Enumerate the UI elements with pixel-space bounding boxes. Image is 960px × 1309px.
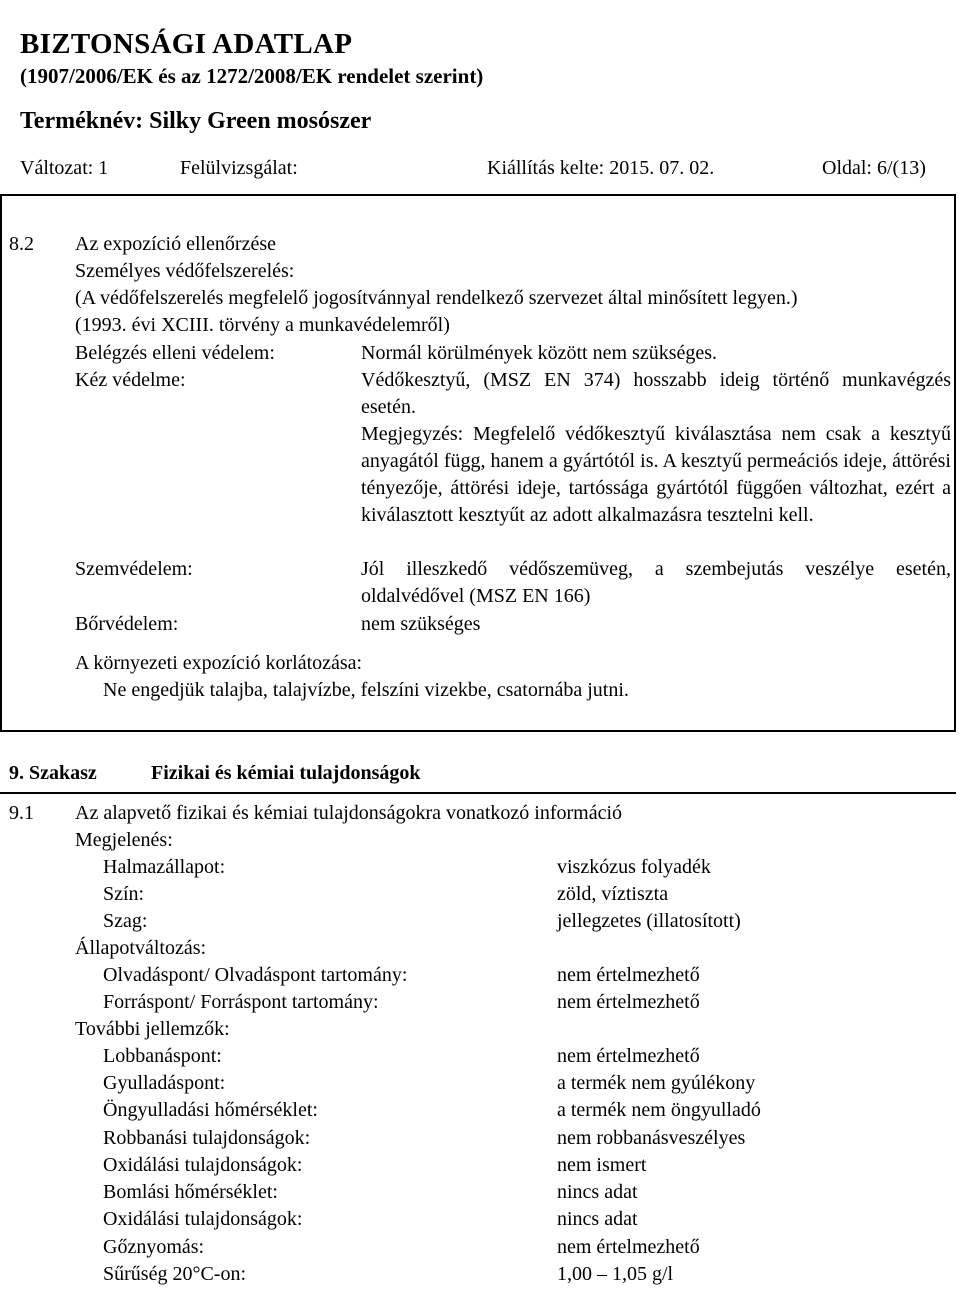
section-9-title: Fizikai és kémiai tulajdonságok [151, 762, 421, 784]
prop-label: Halmazállapot: [103, 856, 226, 878]
prop-value: nem értelmezhető [557, 964, 700, 986]
ppe-note-line2: (1993. évi XCIII. törvény a munkavédelemről) [75, 314, 450, 336]
prop-value: nincs adat [557, 1208, 638, 1230]
prop-value: a termék nem öngyulladó [557, 1099, 761, 1121]
prop-value: nem robbanásveszélyes [557, 1127, 746, 1149]
section-8-2-number: 8.2 [9, 233, 34, 255]
prop-label: Robbanási tulajdonságok: [103, 1127, 311, 1149]
hand-label: Kéz védelme: [75, 369, 186, 391]
regulation-subtitle: (1907/2006/EK és az 1272/2008/EK rendelet szerint) [20, 64, 484, 88]
ppe-note-line1: (A védőfelszerelés megfelelő jogosítvánnyal rendelkező szervezet által minősített legyen.) [75, 287, 798, 309]
ppe-heading: Személyes védőfelszerelés: [75, 260, 295, 282]
section-9-1-number: 9.1 [9, 802, 34, 824]
env-text: Ne engedjük talajba, talajvízbe, felszíni vizekbe, csatornába jutni. [103, 679, 629, 701]
prop-label: Szín: [103, 883, 145, 905]
section-9-1-title: Az alapvető fizikai és kémiai tulajdonságokra vonatkozó információ [75, 802, 623, 824]
prop-label: Öngyulladási hőmérséklet: [103, 1099, 318, 1121]
prop-value: nem értelmezhető [557, 1236, 700, 1258]
page-number: Oldal: 6/(13) [822, 157, 926, 179]
state-change-heading: Állapotváltozás: [75, 937, 207, 959]
prop-value: nem értelmezhető [557, 1045, 700, 1067]
prop-label: Olvadáspont/ Olvadáspont tartomány: [103, 964, 408, 986]
product-name: Terméknév: Silky Green mosószer [20, 108, 372, 134]
env-heading: A környezeti expozíció korlátozása: [75, 652, 363, 674]
prop-label: Sűrűség 20°C-on: [103, 1263, 246, 1285]
further-heading: További jellemzők: [75, 1018, 230, 1040]
revision-label: Felülvizsgálat: [180, 157, 298, 179]
prop-label: Oxidálási tulajdonságok: [103, 1154, 303, 1176]
prop-value: viszkózus folyadék [557, 856, 711, 878]
prop-value: zöld, víztiszta [557, 883, 669, 905]
prop-value: nem értelmezhető [557, 991, 700, 1013]
prop-label: Gőznyomás: [103, 1236, 205, 1258]
prop-value: nincs adat [557, 1181, 638, 1203]
prop-value: jellegzetes (illatosított) [557, 910, 741, 932]
prop-label: Bomlási hőmérséklet: [103, 1181, 278, 1203]
prop-label: Szag: [103, 910, 148, 932]
skin-value: nem szükséges [361, 613, 481, 635]
prop-label: Lobbanáspont: [103, 1045, 222, 1067]
skin-label: Bőrvédelem: [75, 613, 179, 635]
eye-label: Szemvédelem: [75, 558, 193, 580]
section-8-2-title: Az expozíció ellenőrzése [75, 233, 277, 255]
respiratory-value: Normál körülmények között nem szükséges. [361, 342, 718, 364]
hand-value: Védőkesztyű, (MSZ EN 374) hosszabb ideig történő munkavégzés esetén. [361, 369, 951, 418]
version-label: Változat: 1 [20, 157, 109, 179]
prop-value: nem ismert [557, 1154, 647, 1176]
section-9-divider [0, 792, 956, 794]
prop-value: 1,00 – 1,05 g/l [557, 1263, 674, 1285]
prop-label: Forráspont/ Forráspont tartomány: [103, 991, 379, 1013]
eye-value: Jól illeszkedő védőszemüveg, a szembejutás veszélye esetén, oldalvédővel (MSZ EN 166) [361, 558, 951, 607]
appearance-heading: Megjelenés: [75, 829, 173, 851]
prop-label: Gyulladáspont: [103, 1072, 226, 1094]
respiratory-label: Belégzés elleni védelem: [75, 342, 275, 364]
prop-value: a termék nem gyúlékony [557, 1072, 756, 1094]
issue-date: Kiállítás kelte: 2015. 07. 02. [487, 157, 715, 179]
prop-label: Oxidálási tulajdonságok: [103, 1208, 303, 1230]
document-title: BIZTONSÁGI ADATLAP [20, 28, 353, 60]
glove-note: Megjegyzés: Megfelelő védőkesztyű kiválasztása nem csak a kesztyű anyagától függ, hanem a gyártótól is. A kesztyű permeációs ideje, áttörési tényezője, áttörési ideje, tartóssága gyártótól függően változhat, ezért a kiválasztott kesztyűt az adott alkalmazásra tesztelni kell. [361, 423, 951, 526]
section-9-heading: 9. Szakasz [9, 762, 97, 784]
